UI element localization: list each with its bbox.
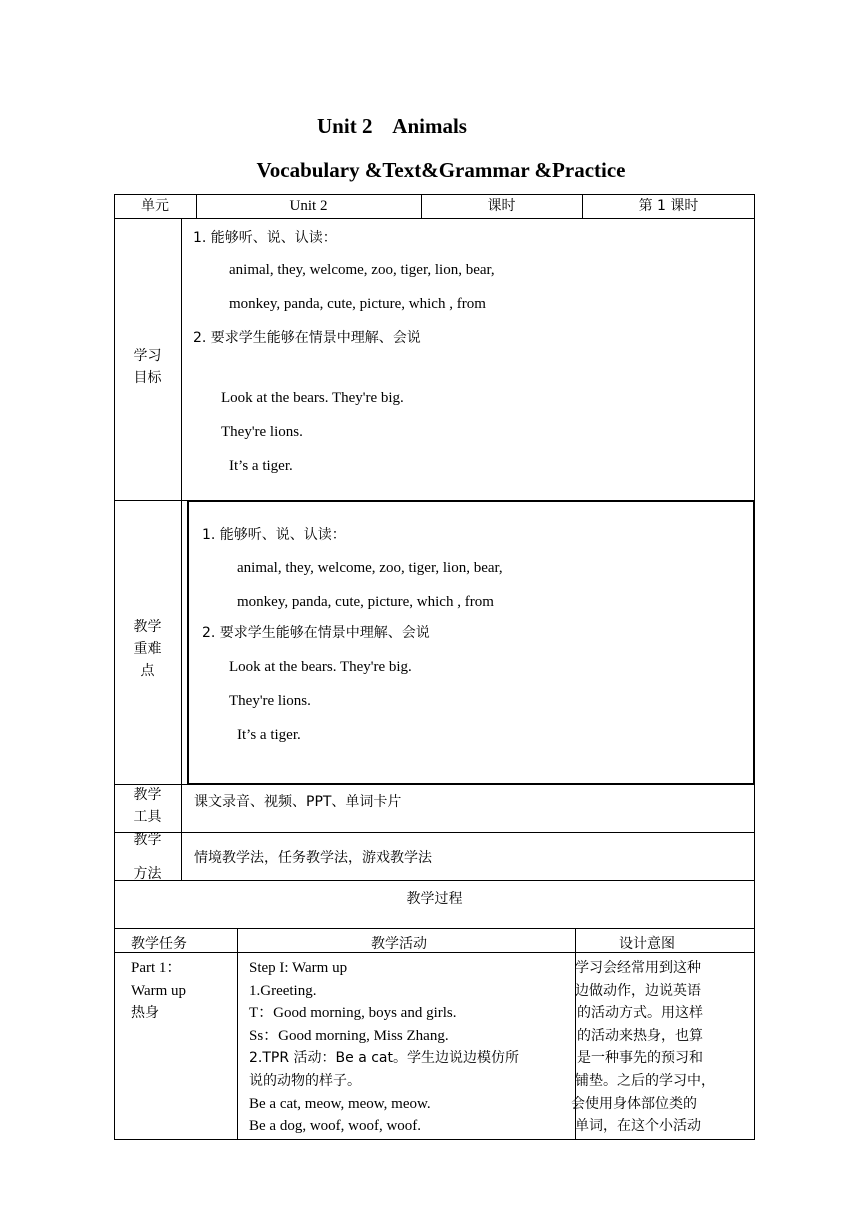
activity-line: Be a cat, meow, meow, meow. — [249, 1096, 431, 1112]
intent-line: 是一种事先的预习和 — [577, 1050, 703, 1066]
key-points-line: 2. 要求学生能够在情景中理解、会说 — [202, 625, 430, 641]
intent-line: 学习会经常用到这种 — [575, 960, 701, 976]
tools-value: 课文录音、视频、PPT、单词卡片 — [194, 794, 402, 810]
objectives-line: Look at the bears. They're big. — [221, 390, 404, 406]
methods-label-2: 方法 — [133, 866, 162, 882]
unit-label: 单元 — [141, 198, 169, 214]
objectives-label-2: 目标 — [133, 370, 162, 386]
key-points-label-3: 点 — [140, 663, 155, 679]
key-points-line: Look at the bears. They're big. — [229, 659, 412, 675]
key-points-line: monkey, panda, cute, picture, which , from — [237, 594, 494, 610]
key-points-label-1: 教学 — [133, 619, 162, 635]
activity-line: T：Good morning, boys and girls. — [249, 1005, 457, 1021]
activity-line: Ss：Good morning, Miss Zhang. — [249, 1028, 449, 1044]
col-task-header: 教学任务 — [131, 936, 187, 952]
objectives-line: They're lions. — [221, 424, 303, 440]
lesson-label: 课时 — [487, 198, 516, 214]
intent-line: 会使用身体部位类的 — [571, 1096, 697, 1112]
intent-line: 边做动作，边说英语 — [575, 983, 701, 999]
unit-value: Unit 2 — [289, 198, 328, 214]
key-points-line: It’s a tiger. — [237, 727, 301, 743]
tools-label-2: 工具 — [133, 809, 162, 825]
col-activity-header: 教学活动 — [371, 936, 427, 952]
lesson-value: 第 1 课时 — [638, 198, 699, 214]
key-points-line: 1. 能够听、说、认读： — [202, 527, 346, 543]
methods-label-1: 教学 — [133, 832, 162, 848]
activity-line: Step I: Warm up — [249, 960, 348, 976]
objectives-line: It’s a tiger. — [229, 458, 293, 474]
task-line: Part 1： — [131, 960, 182, 976]
tools-label-1: 教学 — [133, 787, 162, 803]
objectives-line: animal, they, welcome, zoo, tiger, lion, bear, — [229, 262, 495, 278]
intent-line: 的活动方式。用这样 — [577, 1005, 703, 1021]
col-intent-header: 设计意图 — [619, 936, 675, 952]
intent-line: 铺垫。之后的学习中， — [575, 1073, 715, 1089]
activity-line: 2.TPR 活动：Be a cat。学生边说边模仿所 — [249, 1050, 519, 1066]
key-points-line: animal, they, welcome, zoo, tiger, lion, bear, — [237, 560, 503, 576]
task-line: 热身 — [131, 1005, 159, 1021]
methods-value: 情境教学法，任务教学法，游戏教学法 — [194, 850, 432, 866]
document-title: Unit 2 Animals — [317, 114, 467, 138]
objectives-line: monkey, panda, cute, picture, which , from — [229, 296, 486, 312]
document-subtitle: Vocabulary &Text&Grammar &Practice — [256, 158, 626, 182]
intent-line: 单词，在这个小活动 — [575, 1118, 701, 1134]
key-points-label-2: 重难 — [133, 641, 162, 657]
intent-line: 的活动来热身，也算 — [577, 1028, 703, 1044]
objectives-label-1: 学习 — [133, 348, 162, 364]
activity-line: Be a dog, woof, woof, woof. — [249, 1118, 422, 1134]
key-points-line: They're lions. — [229, 693, 311, 709]
process-heading: 教学过程 — [406, 891, 463, 907]
activity-line: 1.Greeting. — [249, 983, 317, 999]
task-line: Warm up — [131, 983, 187, 999]
objectives-line: 1. 能够听、说、认读： — [193, 230, 337, 246]
objectives-line: 2. 要求学生能够在情景中理解、会说 — [193, 330, 421, 346]
activity-line: 说的动物的样子。 — [249, 1073, 361, 1089]
objectives-row — [114, 218, 755, 501]
